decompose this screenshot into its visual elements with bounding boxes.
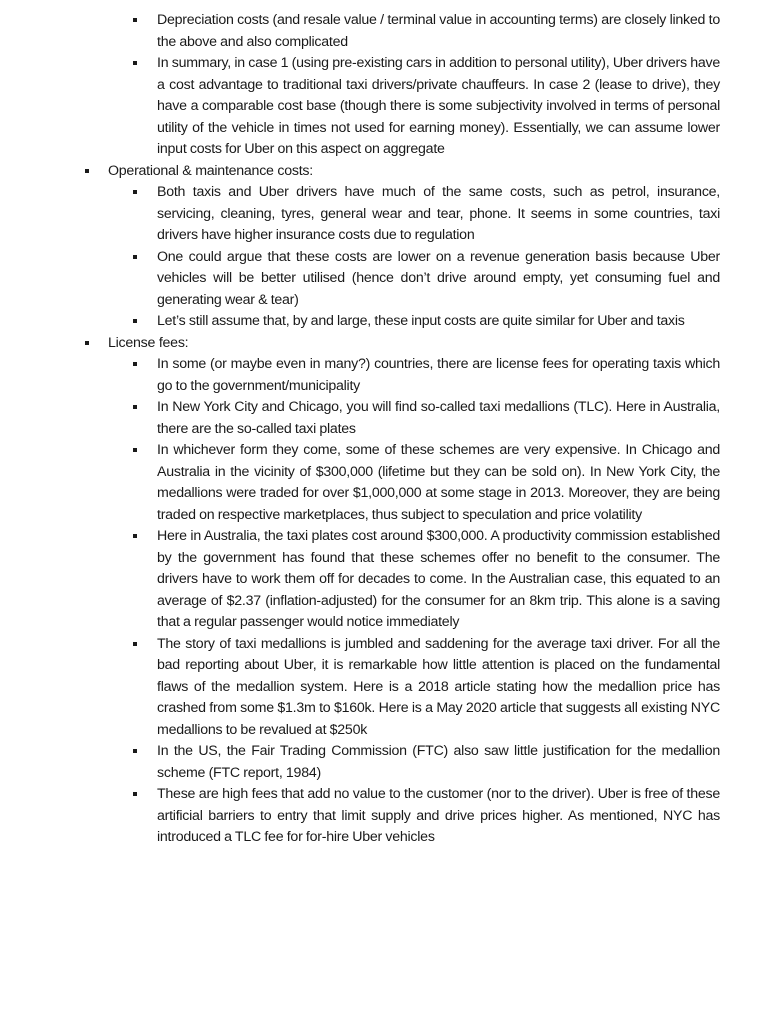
list-item-text: In the US, the Fair Trading Commission (FTC) also saw little justification for the medallion scheme (FTC report, 1984) <box>157 743 720 781</box>
square-bullet-icon <box>133 792 137 796</box>
square-bullet-icon <box>133 749 137 753</box>
license-fees-sublist <box>0 354 720 849</box>
list-item <box>0 526 720 634</box>
list-item-text: One could argue that these costs are lower on a revenue generation basis because Uber vehicles will be better utilised (hence don’t drive around empty, yet consuming fuel and generating wear & tear) <box>157 248 720 308</box>
list-item-text: Depreciation costs (and resale value / terminal value in accounting terms) are closely linked to the above and also complicated <box>157 12 720 50</box>
square-bullet-icon <box>133 405 137 409</box>
document-page <box>0 10 768 849</box>
list-item-text: Here in Australia, the taxi plates cost around $300,000. A productivity commission established by the government has found that these schemes offer no benefit to the consumer. The drivers have to work them off for decades to come. In the Australian case, this equated to an average of $2.37 (inflation-adjusted) for the consumer for an 8km trip. This alone is a saving that a regular passenger would notice immediately <box>157 528 720 630</box>
list-item-text: Let’s still assume that, by and large, these input costs are quite similar for Uber and taxis <box>157 313 685 329</box>
list-item <box>0 741 720 784</box>
list-item <box>0 354 720 397</box>
list-item <box>0 634 720 742</box>
list-item-text: In New York City and Chicago, you will find so-called taxi medallions (TLC). Here in Australia, there are the so-called taxi plates <box>157 399 720 437</box>
list-item <box>0 440 720 526</box>
list-item <box>0 784 720 849</box>
square-bullet-icon <box>85 169 89 173</box>
list-item-depreciation <box>0 10 720 53</box>
square-bullet-icon <box>133 319 137 323</box>
list-item-summary <box>0 53 720 161</box>
section-operational-costs <box>0 161 720 333</box>
list-item-text: In some (or maybe even in many?) countries, there are license fees for operating taxis which go to the government/municipality <box>157 356 720 394</box>
square-bullet-icon <box>133 18 137 22</box>
section-heading: License fees: <box>108 334 189 351</box>
square-bullet-icon <box>85 341 89 345</box>
list-item <box>0 311 720 333</box>
cost-sections-list <box>0 161 768 849</box>
section-license-fees <box>0 333 720 849</box>
list-item-text: In whichever form they come, some of these schemes are very expensive. In Chicago and Australia in the vicinity of $300,000 (lifetime but they can be sold on). In New York City, the medallions were traded for over $1,000,000 at some stage in 2013. Moreover, they are being traded on respective marketplaces, thus subject to speculation and price volatility <box>157 442 720 523</box>
operational-costs-sublist <box>0 182 720 333</box>
list-item-text: These are high fees that add no value to the customer (nor to the driver). Uber is free of these artificial barriers to entry that limit supply and drive prices higher. As mentioned, NYC has introduced a TLC fee for for-hire Uber vehicles <box>157 786 720 845</box>
square-bullet-icon <box>133 534 137 538</box>
square-bullet-icon <box>133 642 137 646</box>
depreciation-sublist <box>0 10 768 161</box>
list-item-text: Both taxis and Uber drivers have much of the same costs, such as petrol, insurance, servicing, cleaning, tyres, general wear and tear, phone. It seems in some countries, taxi drivers have higher insurance costs due to regulation <box>157 184 720 243</box>
square-bullet-icon <box>133 61 137 65</box>
square-bullet-icon <box>133 362 137 366</box>
list-item <box>0 397 720 440</box>
list-item-text: The story of taxi medallions is jumbled and saddening for the average taxi driver. For all the bad reporting about Uber, it is remarkable how little attention is placed on the fundamental flaws of the medallion system. Here is a 2018 article stating how the medallion price has crashed from some $1.3m to $160k. Here is a May 2020 article that suggests all existing NYC medallions to be revalued at $250k <box>157 635 720 738</box>
continued-list <box>0 10 768 161</box>
square-bullet-icon <box>133 448 137 452</box>
list-item <box>0 182 720 247</box>
square-bullet-icon <box>133 190 137 194</box>
continued-list-wrapper <box>0 10 768 161</box>
section-heading: Operational & maintenance costs: <box>108 162 313 179</box>
list-item-text: In summary, in case 1 (using pre-existing cars in addition to personal utility), Uber drivers have a cost advantage to traditional taxi drivers/private chauffeurs. In case 2 (lease to drive), they have a comparable cost base (though there is some subjectivity involved in terms of personal utility of the vehicle in times not used for earning money). Essentially, we can assume lower input costs for Uber on this aspect on aggregate <box>157 55 720 157</box>
list-item <box>0 247 720 312</box>
square-bullet-icon <box>133 255 137 259</box>
